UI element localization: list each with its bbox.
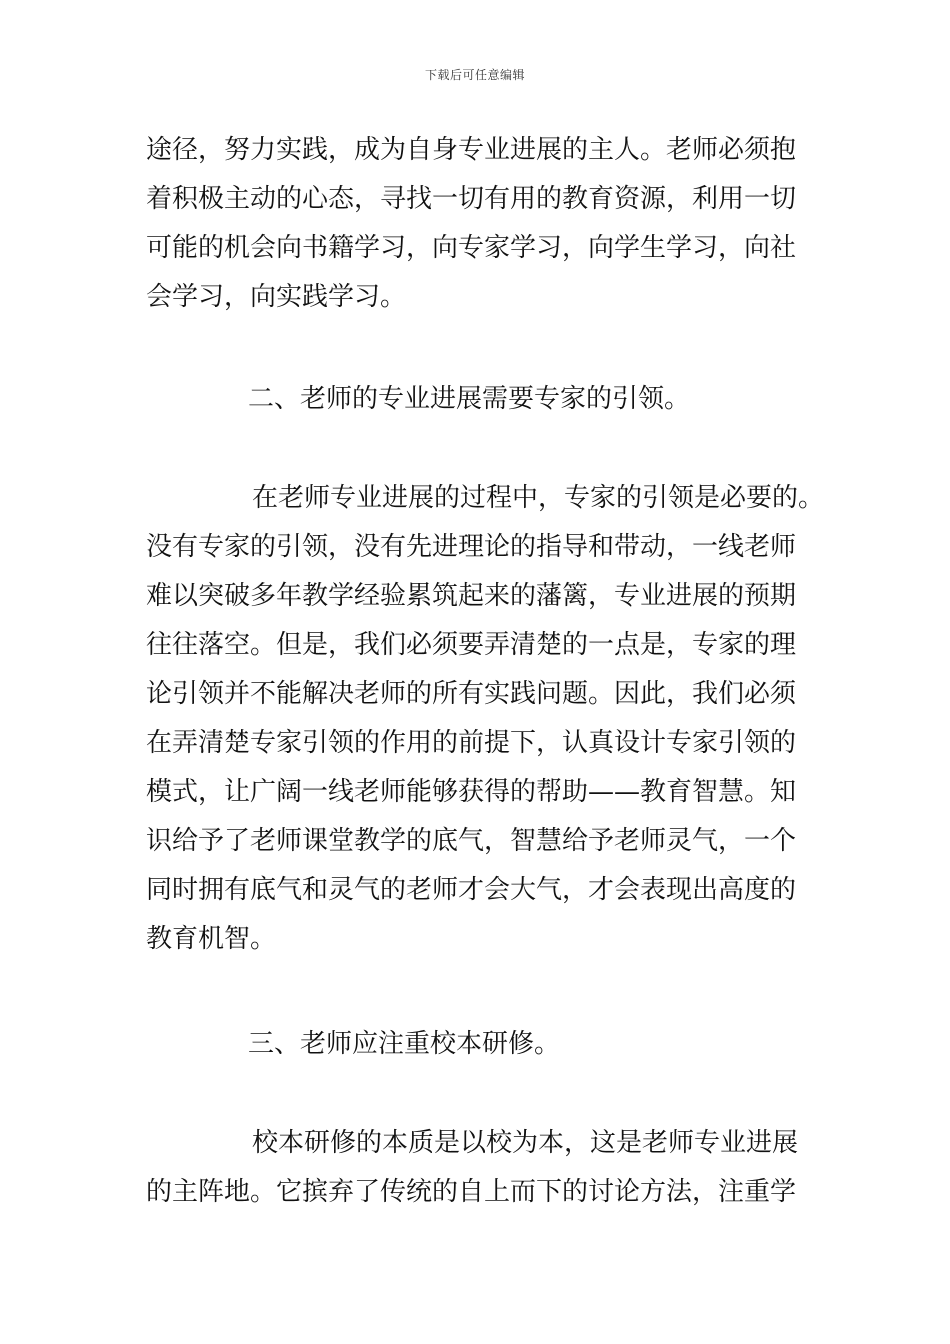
paragraph-line: 会学习，向实践学习。 (146, 282, 407, 312)
paragraph-line: 没有专家的引领，没有先进理论的指导和带动，一线老师 (146, 532, 797, 562)
paragraph-line: 在弄清楚专家引领的作用的前提下，认真设计专家引领的 (146, 728, 797, 758)
paragraph-school-based-training (146, 1119, 826, 1217)
heading-text: 二、老师的专业进展需要专家的引领。 (248, 384, 691, 414)
paragraph-line: 往往落空。但是，我们必须要弄清楚的一点是，专家的理 (146, 630, 797, 660)
paragraph-continued (146, 126, 826, 322)
heading-text: 三、老师应注重校本研修。 (248, 1029, 561, 1059)
paragraph-line: 可能的机会向书籍学习，向专家学习，向学生学习，向社 (146, 233, 797, 263)
section-heading-2 (146, 375, 826, 424)
paragraph-line: 在老师专业进展的过程中，专家的引领是必要的。 (252, 483, 825, 513)
paragraph-line: 识给予了老师课堂教学的底气，智慧给予老师灵气，一个 (146, 826, 797, 856)
paragraph-line: 模式，让广阔一线老师能够获得的帮助——教育智慧。知 (146, 777, 797, 807)
paragraph-expert-guidance (146, 474, 826, 964)
paragraph-line: 难以突破多年教学经验累筑起来的藩篱，专业进展的预期 (146, 581, 797, 611)
page-header: 下载后可任意编辑 (424, 68, 525, 82)
paragraph-line: 同时拥有底气和灵气的老师才会大气，才会表现出高度的 (146, 875, 797, 905)
paragraph-line: 教育机智。 (146, 924, 277, 954)
paragraph-line: 途径，努力实践，成为自身专业进展的主人。老师必须抱 (146, 135, 797, 165)
paragraph-line: 着积极主动的心态，寻找一切有用的教育资源，利用一切 (146, 184, 797, 214)
paragraph-line: 的主阵地。它摈弃了传统的自上而下的讨论方法，注重学 (146, 1177, 797, 1207)
paragraph-line: 论引领并不能解决老师的所有实践问题。因此，我们必须 (146, 679, 797, 709)
paragraph-line: 校本研修的本质是以校为本，这是老师专业进展 (252, 1128, 799, 1158)
section-heading-3 (146, 1020, 826, 1069)
